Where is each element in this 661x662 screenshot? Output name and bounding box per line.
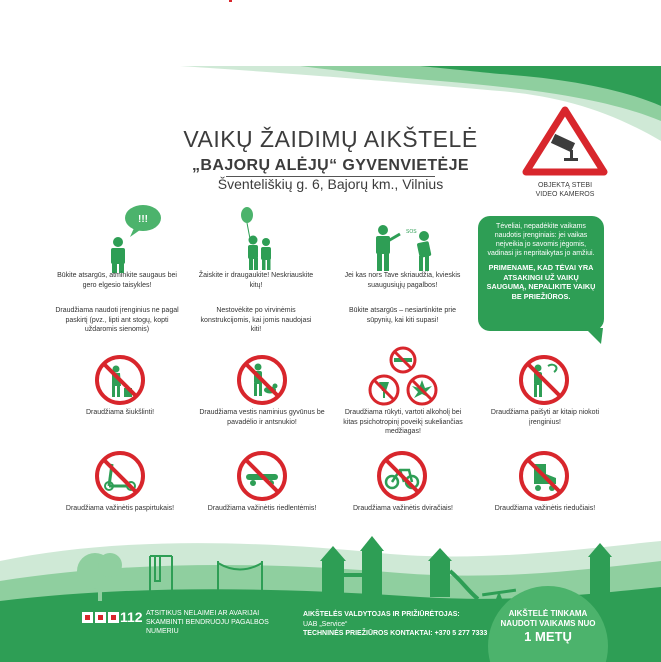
- parents-notice-bubble: [478, 216, 604, 331]
- rule-3-text: Jei kas nors Tave skriaudžia, kvieskis suaugusiųjų pagalbos!: [344, 272, 461, 289]
- prohibition-5: Draudžiama važinėtis paspirtukais!: [65, 505, 175, 512]
- prohibition-8: Draudžiama važinėtis riedučiais!: [494, 505, 596, 512]
- no-smoking-alcohol-icon: [368, 346, 438, 410]
- manager-title: AIKŠTELĖS VALDYTOJAS IR PRIŽIŪRĖTOJAS:: [303, 611, 460, 618]
- children-balloon-icon: [235, 206, 280, 272]
- sign-title: VAIKŲ ŽAIDIMŲ AIKŠTELĖ: [183, 126, 478, 152]
- rule-1-text: Būkite atsargūs, atminkite saugaus bei gero elgesio taisykles!: [57, 272, 177, 289]
- prohibition-3: Draudžiama rūkyti, vartoti alkoholį bei kitas psichotropinį poveikį sukeliančias medžiagas!: [343, 409, 463, 435]
- no-rollerskates-icon: [518, 450, 570, 502]
- bubble-emphasis: PRIMENAME, KAD TĖVAI YRA ATSAKINGI UŽ VAIKŲ SAUGUMĄ, NEPALIKITE VAIKŲ BE PRIEŽIŪROS.: [486, 263, 596, 301]
- person-thinking-icon: [98, 204, 168, 274]
- no-skateboards-icon: [236, 450, 288, 502]
- prohibition-4: Draudžiama paišyti ar kitaip niokoti įrenginius!: [490, 409, 600, 426]
- emergency-text: ATSITIKUS NELAIMEI AR AVARIJAI SKAMBINTI BENDRUOJU PAGALBOS NUMERIU: [146, 610, 269, 635]
- sign-subtitle: „BAJORŲ ALĖJŲ“ GYVENVIETĖJE: [192, 157, 469, 174]
- prohibition-7: Draudžiama važinėtis dviračiais!: [353, 505, 453, 512]
- camera-caption-2: VIDEO KAMEROS: [535, 191, 595, 198]
- no-scooters-icon: [94, 450, 146, 502]
- no-pets-icon: [236, 354, 288, 406]
- rule-1b-text: Draudžiama naudoti įrenginius ne pagal paskirtį (pvz., lipti ant stogų, kopti uždaromis sienomis): [55, 307, 179, 333]
- camera-warning: [522, 106, 608, 199]
- emergency-services-icon: [82, 612, 120, 624]
- camera-triangle-icon: [522, 106, 608, 176]
- prohibition-6: Draudžiama važinėtis riedlentėmis!: [207, 505, 317, 512]
- bubble-text: Tėveliai, nepadėkite vaikams naudotis įrenginiais: jei vaikas neįveikia jo savomis jėgomis, vadinasi jis nepritaikytas jo amžiui.: [487, 223, 595, 257]
- manager-name: UAB „Service“: [303, 621, 348, 628]
- no-littering-icon: [94, 354, 146, 406]
- rule-2b-text: Nestovėkite po virvinėmis konstrukcijomis, kai jomis naudojasi kiti!: [200, 307, 312, 333]
- rule-3b-text: Būkite atsargūs – nesiartinkite prie sūpynių, kai kiti supasi!: [349, 307, 456, 324]
- bubble-tail: [585, 328, 605, 348]
- playground-sign: [0, 66, 661, 662]
- prohibition-1: Draudžiama šiukšlinti!: [85, 409, 155, 416]
- emergency-number: 112: [120, 609, 143, 625]
- age-line-3: 1 METŲ: [524, 629, 572, 644]
- camera-caption-1: OBJEKTĄ STEBI: [537, 182, 593, 189]
- red-mark: [229, 0, 232, 2]
- age-line-1: AIKŠTELĖ TINKAMA: [508, 609, 588, 618]
- age-line-2: NAUDOTI VAIKAMS NUO: [500, 619, 596, 628]
- call-for-help-icon: [368, 216, 438, 274]
- prohibition-2: Draudžiama vestis naminius gyvūnus be pavadėlio ir antsnukio!: [199, 409, 325, 426]
- maintenance-contact: TECHNINĖS PRIEŽIŪROS KONTAKTAI: +370 5 277 7333: [303, 630, 488, 637]
- sign-address: Šventeliškių g. 6, Bajorų km., Vilnius: [217, 176, 444, 192]
- sos-text: SOS: [406, 229, 417, 235]
- no-vandalism-icon: [518, 354, 570, 406]
- no-bicycles-icon: [376, 450, 428, 502]
- exclaim-text: !!!: [138, 214, 148, 225]
- rule-2-text: Žaiskite ir draugaukite! Neskriauskite kitų!: [198, 272, 314, 289]
